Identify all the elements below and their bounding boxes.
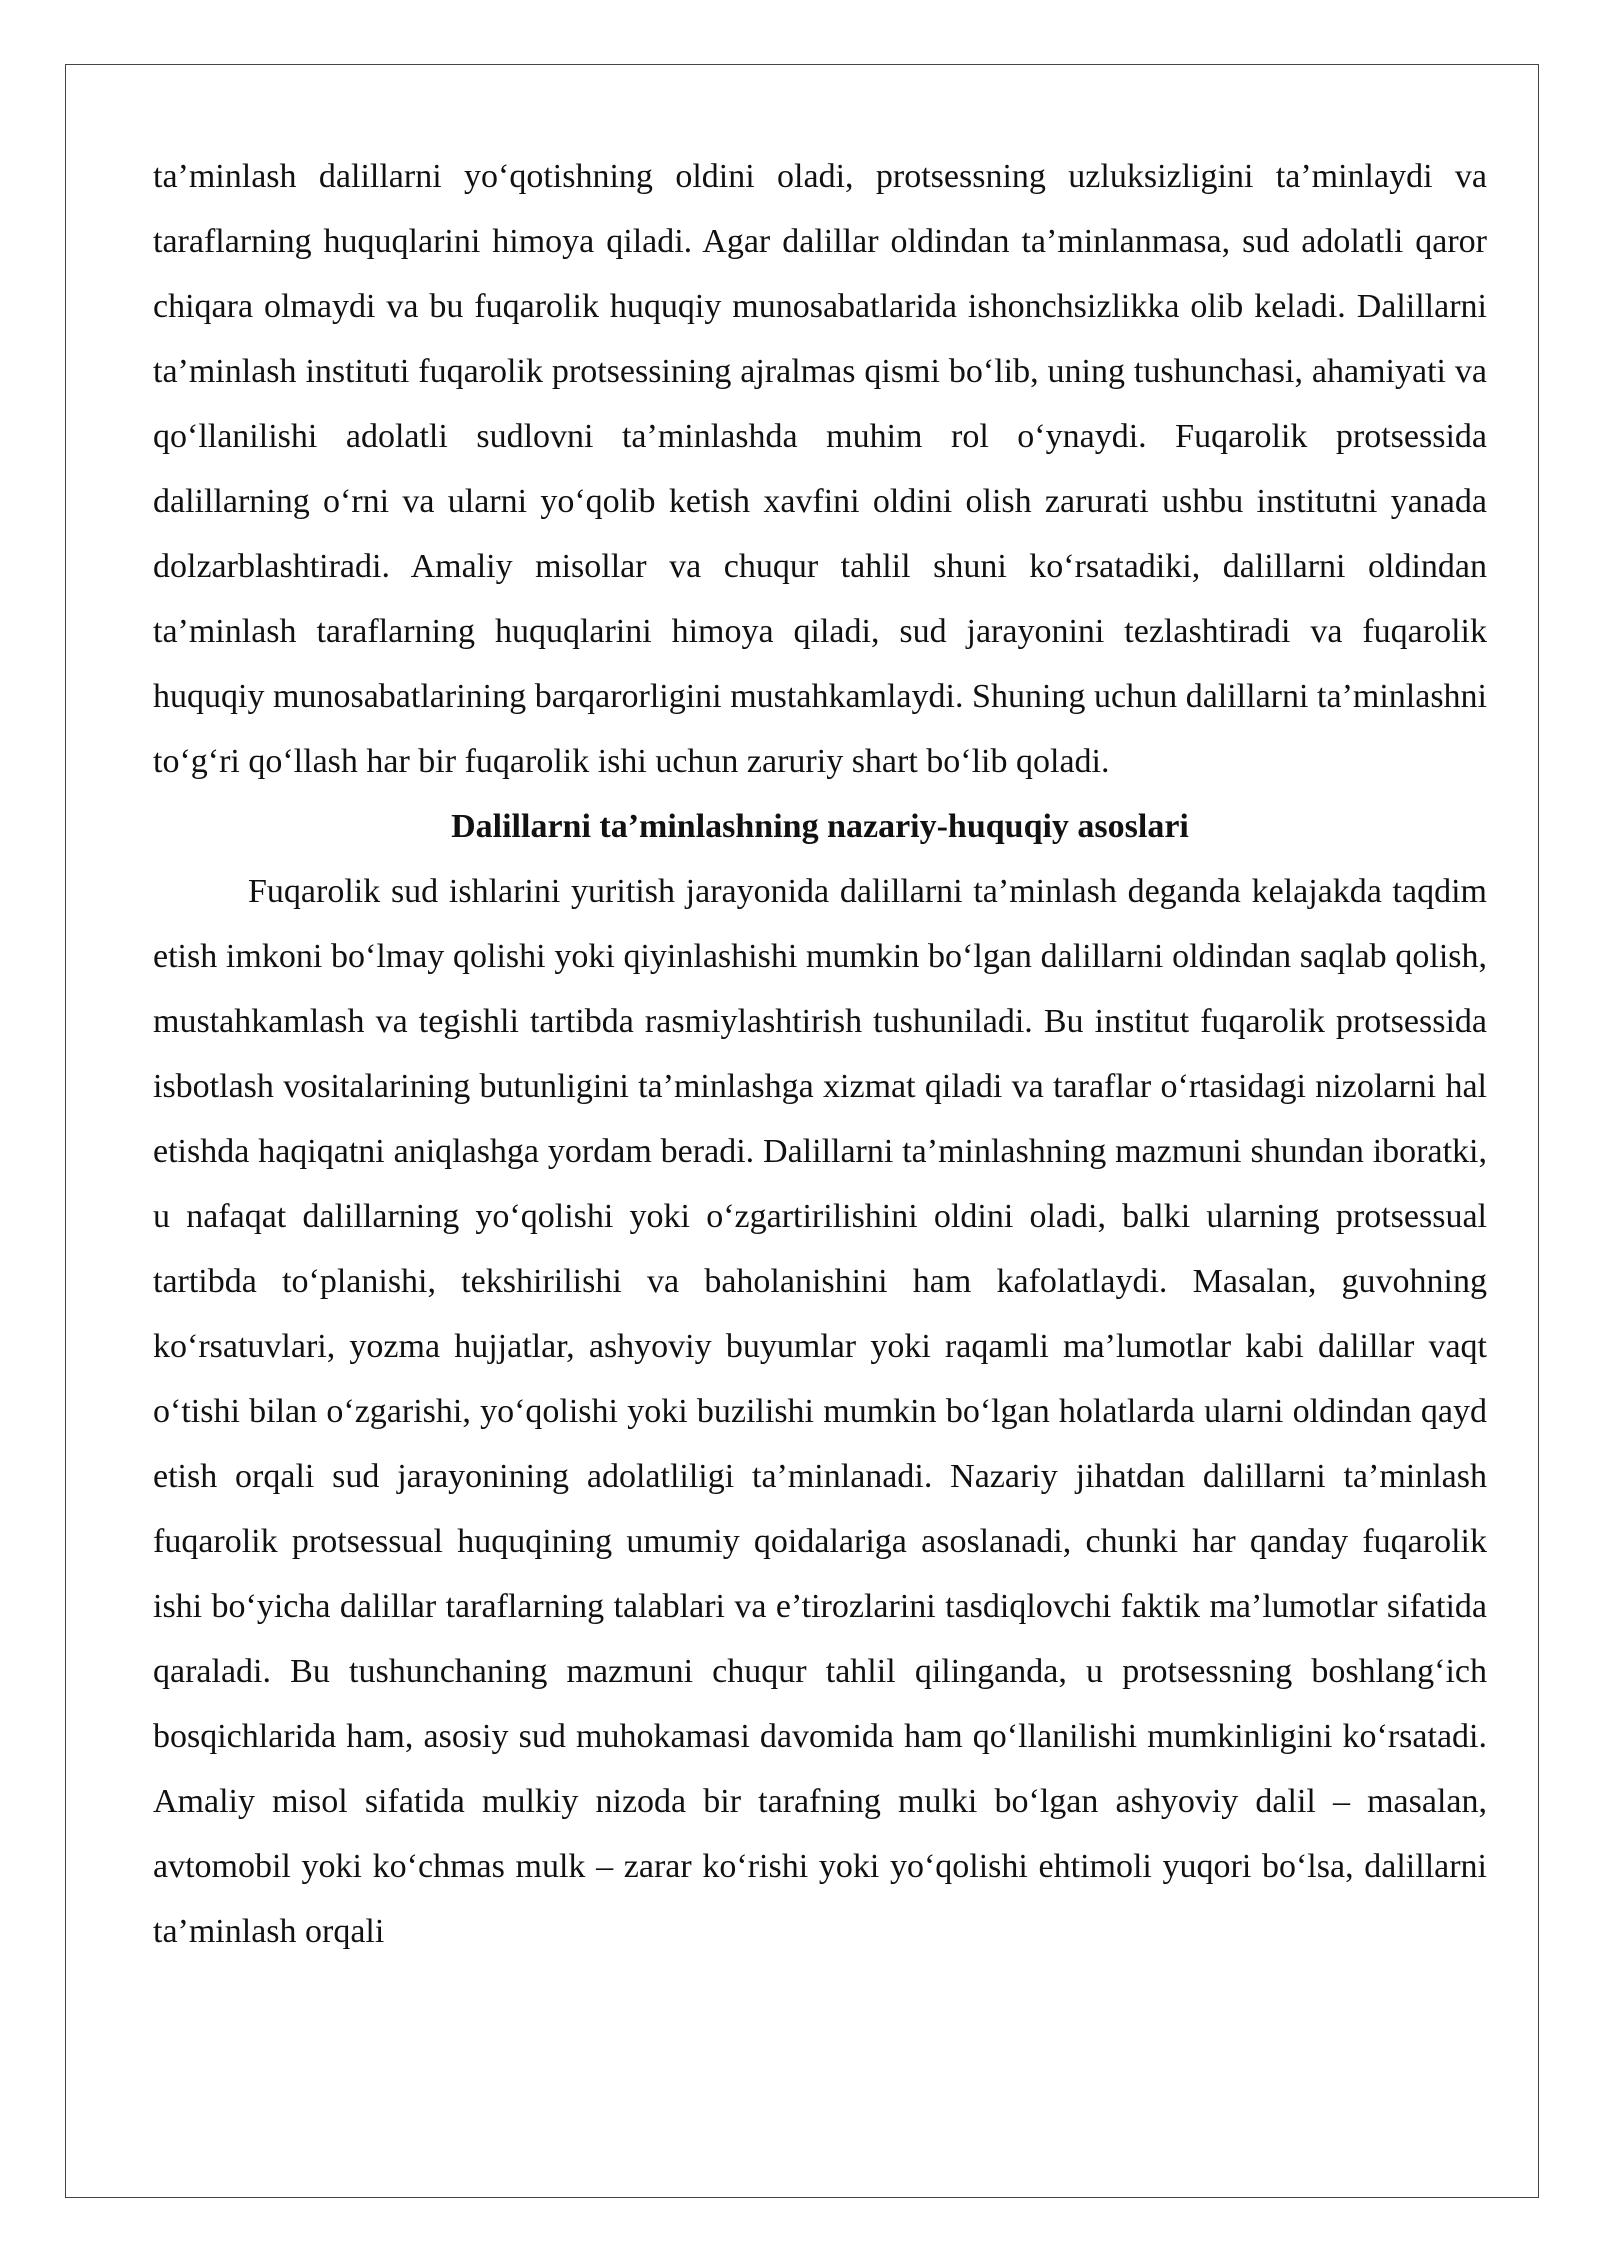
document-body bbox=[153, 144, 1487, 1964]
paragraph: Fuqarolik sud ishlarini yuritish jarayonida dalillarni ta’minlash deganda kelajakda taqdim etish imkoni bo‘lmay qolishi yoki qiyinlashishi mumkin bo‘lgan dalillarni oldindan saqlab qolish, mustahkamlash va tegishli tartibda rasmiylashtirish tushuniladi. Bu institut fuqarolik protsessida isbotlash vositalarining butunligini ta’minlashga xizmat qiladi va taraflar o‘rtasidagi nizolarni hal etishda haqiqatni aniqlashga yordam beradi. Dalillarni ta’minlashning mazmuni shundan iboratki, u nafaqat dalillarning yo‘qolishi yoki o‘zgartirilishini oldini oladi, balki ularning protsessual tartibda to‘planishi, tekshirilishi va baholanishini ham kafolatlaydi. Masalan, guvohning ko‘rsatuvlari, yozma hujjatlar, ashyoviy buyumlar yoki raqamli ma’lumotlar kabi dalillar vaqt o‘tishi bilan o‘zgarishi, yo‘qolishi yoki buzilishi mumkin bo‘lgan holatlarda ularni oldindan qayd etish orqali sud jarayonining adolatliligi ta’minlanadi. Nazariy jihatdan dalillarni ta’minlash fuqarolik protsessual huquqining umumiy qoidalariga asoslanadi, chunki har qanday fuqarolik ishi bo‘yicha dalillar taraflarning talablari va e’tirozlarini tasdiqlovchi faktik ma’lumotlar sifatida qaraladi. Bu tushunchaning mazmuni chuqur tahlil qilinganda, u protsessning boshlang‘ich bosqichlarida ham, asosiy sud muhokamasi davomida ham qo‘llanilishi mumkinligini ko‘rsatadi. Amaliy misol sifatida mulkiy nizoda bir tarafning mulki bo‘lgan ashyoviy dalil – masalan, avtomobil yoki ko‘chmas mulk – zarar ko‘rishi yoki yo‘qolishi ehtimoli yuqori bo‘lsa, dalillarni ta’minlash orqali bbox=[153, 873, 1487, 1950]
paragraph: ta’minlash dalillarni yo‘qotishning oldini oladi, protsessning uzluksizligini ta’minlaydi va taraflarning huquqlarini himoya qiladi. Agar dalillar oldindan ta’minlanmasa, sud adolatli qaror chiqara olmaydi va bu fuqarolik huquqiy munosabatlarida ishonchsizlikka olib keladi. Dalillarni ta’minlash instituti fuqarolik protsessining ajralmas qismi bo‘lib, uning tushunchasi, ahamiyati va qo‘llanilishi adolatli sudlovni ta’minlashda muhim rol o‘ynaydi. Fuqarolik protsessida dalillarning o‘rni va ularni yo‘qolib ketish xavfini oldini olish zarurati ushbu institutni yanada dolzarblashtiradi. Amaliy misollar va chuqur tahlil shuni ko‘rsatadiki, dalillarni oldindan ta’minlash taraflarning huquqlarini himoya qiladi, sud jarayonini tezlashtiradi va fuqarolik huquqiy munosabatlarining barqarorligini mustahkamlaydi. Shuning uchun dalillarni ta’minlashni to‘g‘ri qo‘llash har bir fuqarolik ishi uchun zaruriy shart bo‘lib qoladi. bbox=[153, 158, 1487, 780]
section-heading: Dalillarni ta’minlashning nazariy-huquqiy asoslari bbox=[451, 808, 1189, 845]
